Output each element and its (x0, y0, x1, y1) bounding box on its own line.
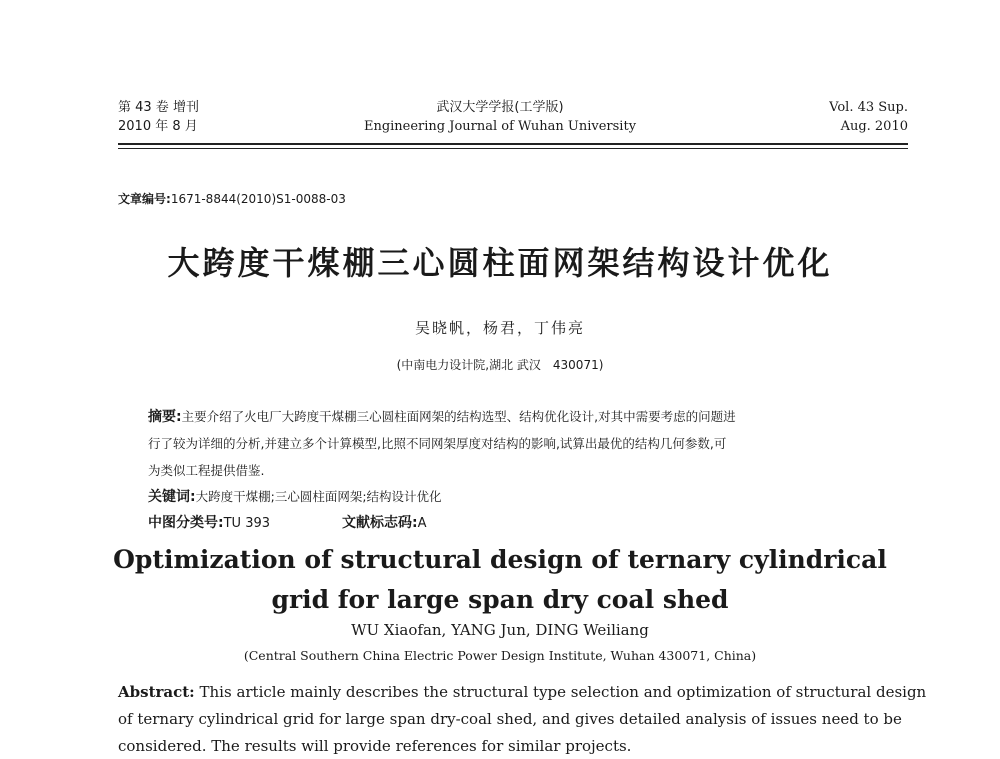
clc-value: TU 393 (223, 516, 271, 531)
abstract-en-line2: of ternary cylindrical grid for large span dry-coal shed, and gives detailed analysis of issues need to be (118, 710, 902, 728)
abstract-cn-line2: 行了较为详细的分析,并建立多个计算模型,比照不同网架厚度对结构的影响,试算出最优的结构几何参数,可 (148, 436, 727, 451)
clc-label: 中图分类号: (148, 515, 224, 531)
keywords-cn (148, 486, 442, 506)
article-number-label: 文章编号: (118, 192, 171, 206)
affiliation-en: (Central Southern China Electric Power Design Institute, Wuhan 430071, China) (243, 648, 757, 663)
header-rule-thin (118, 148, 908, 149)
authors-en: WU Xiaofan, YANG Jun, DING Weiliang (351, 621, 649, 639)
abstract-en-line1: Abstract: This article mainly describes the structural type selection and optimization of structural design (118, 683, 927, 701)
abstract-en-line3: considered. The results will provide references for similar projects. (118, 737, 632, 755)
clc-number (148, 512, 270, 532)
affiliation-cn: (中南电力设计院,湖北 武汉 430071) (396, 358, 604, 372)
keywords-value: 大跨度干煤棚;三心圆柱面网架;结构设计优化 (195, 489, 442, 504)
title-cn: 大跨度干煤棚三心圆柱面网架结构设计优化 (167, 244, 833, 282)
volume-issue: 第 43 卷 增刊 (118, 100, 199, 115)
volume-en: Vol. 43 Sup. (829, 100, 908, 115)
abstract-cn-line1: 摘要:主要介绍了火电厂大跨度干煤棚三心圆柱面网架的结构选型、结构优化设计,对其中需要考虑的问题进 (148, 409, 736, 425)
article-number (118, 190, 346, 207)
doc-code-label: 文献标志码: (342, 515, 418, 531)
title-en-line2: grid for large span dry coal shed (271, 585, 729, 614)
date-en: Aug. 2010 (840, 119, 908, 134)
abstract-cn-line3: 为类似工程提供借鉴. (148, 463, 265, 478)
article-number-value: 1671-8844(2010)S1-0088-03 (170, 192, 346, 206)
publication-date: 2010 年 8 月 (118, 119, 198, 134)
journal-name-en: Engineering Journal of Wuhan University (363, 119, 637, 134)
keywords-label: 关键词: (148, 489, 196, 505)
authors-cn: 吴晓帆，杨君，丁伟亮 (414, 319, 585, 337)
doc-code-value: A (417, 516, 427, 531)
abstract-cn-label: 摘要: (148, 409, 182, 425)
document-code (342, 512, 427, 532)
journal-name-cn: 武汉大学学报(工学版) (436, 100, 564, 115)
title-en-line1: Optimization of structural design of ternary cylindrical (113, 545, 887, 574)
header-rule-thick (118, 143, 908, 145)
abstract-en-label: Abstract: (118, 683, 195, 701)
